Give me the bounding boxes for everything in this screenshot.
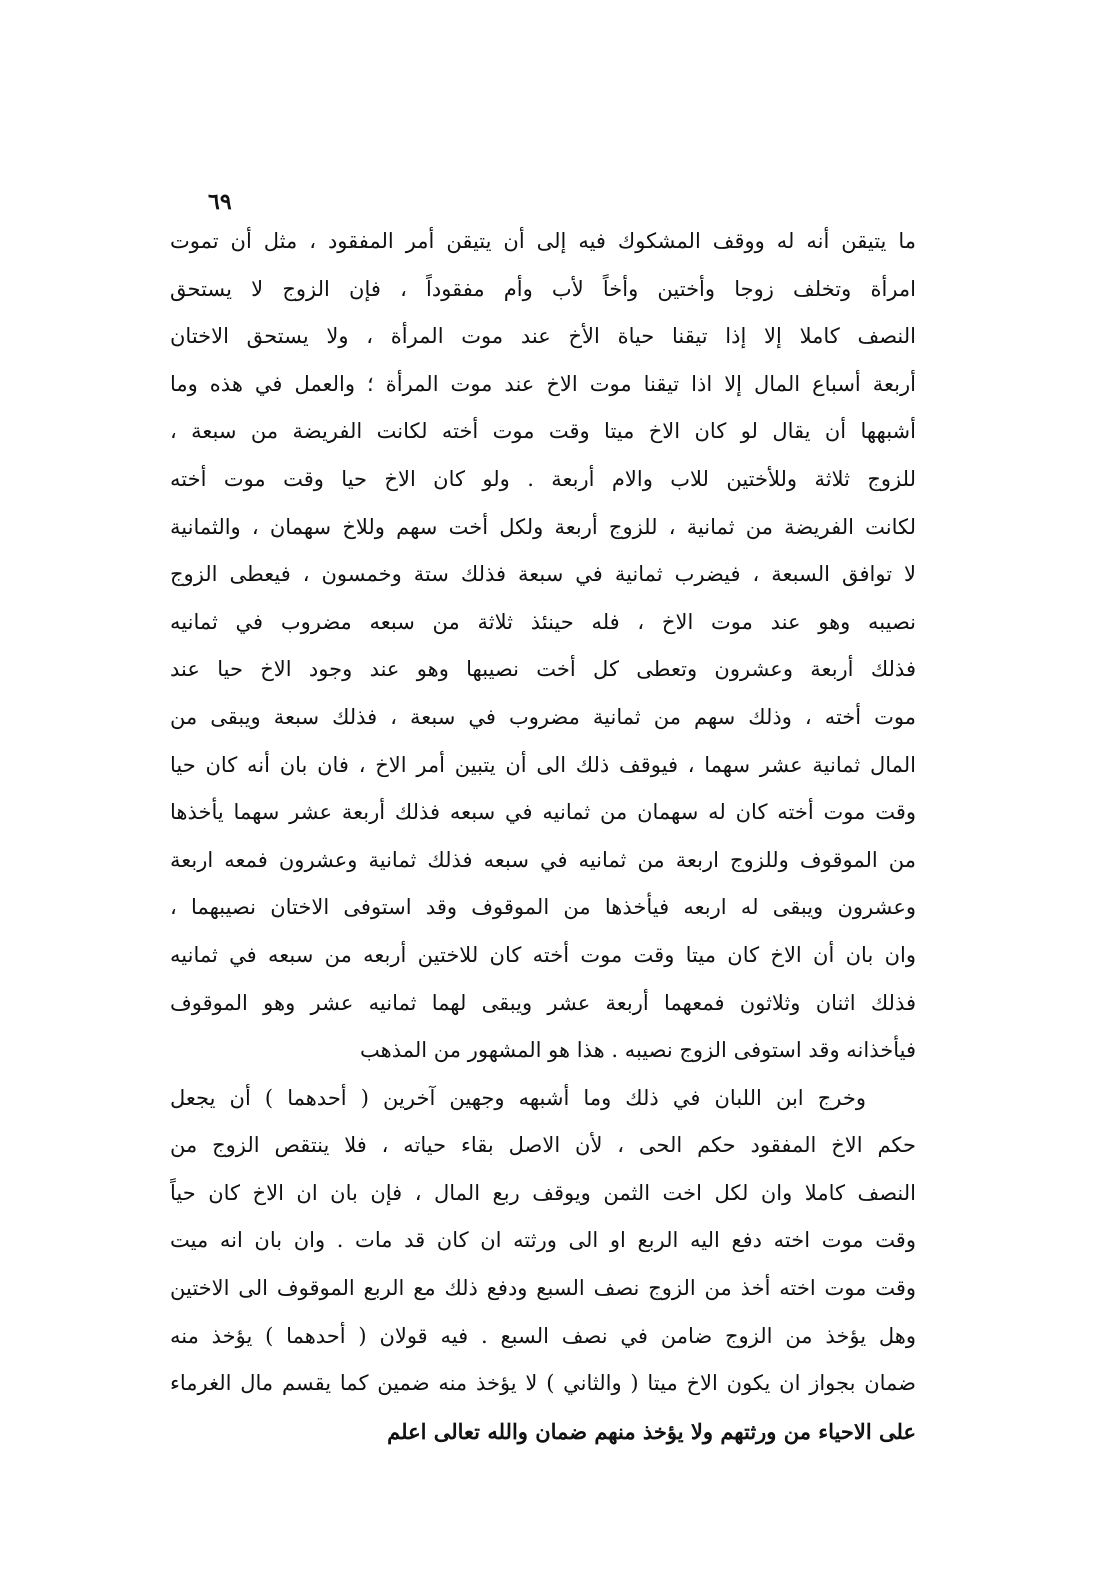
text-line: لكانت الفريضة من ثمانية ، للزوج أربعة ولكل أخت سهم وللاخ سهمان ، والثمانية [170,514,916,539]
text-line: وعشرون ويبقى له اربعه فيأخذها من الموقوف وقد استوفى الاختان نصيبهما ، [170,895,916,920]
text-line: فيأخذانه وقد استوفى الزوج نصيبه . هذا هو المشهور من المذهب [360,1038,916,1063]
text-line: وقت موت أخته كان له سهمان من ثمانيه في سبعه فذلك أربعة عشر سهما يأخذها [170,800,916,825]
text-line: للزوج ثلاثة وللأختين للاب والام أربعة . ولو كان الاخ حيا وقت موت أخته [170,466,916,491]
text-line: ما يتيقن أنه له ووقف المشكوك فيه إلى أن يتيقن أمر المفقود ، مثل أن تموت [170,229,916,253]
text-line: نصيبه وهو عند موت الاخ ، فله حينئذ ثلاثة من سبعه مضروب في ثمانيه [170,609,916,634]
text-line: وقت موت اخته دفع اليه الربع او الى ورثته ان كان قد مات . وان بان انه ميت [170,1228,916,1253]
text-line: النصف كاملا وان لكل اخت الثمن ويوقف ربع المال ، فإن بان ان الاخ كان حياً [170,1180,916,1205]
text-line: أشبهها أن يقال لو كان الاخ ميتا وقت موت أخته لكانت الفريضة من سبعة ، [170,419,916,444]
page-number: ٦٩ [208,189,232,215]
text-line: وهل يؤخذ من الزوج ضامن في نصف السبع . فيه قولان ( أحدهما ) يؤخذ منه [170,1323,916,1348]
text-line: فذلك اثنان وثلاثون فمعهما أربعة عشر ويبقى لهما ثمانيه عشر وهو الموقوف [170,990,916,1015]
text-line: النصف كاملا إلا إذا تيقنا حياة الأخ عند موت المرأة ، ولا يستحق الاختان [170,324,916,349]
text-line: حكم الاخ المفقود حكم الحى ، لأن الاصل بقاء حياته ، فلا ينتقص الزوج من [170,1133,916,1158]
text-line: المال ثمانية عشر سهما ، فيوقف ذلك الى أن يتبين أمر الاخ ، فان بان أنه كان حيا [170,752,916,777]
text-line: من الموقوف وللزوج اربعة من ثمانيه في سبعه فذلك ثمانية وعشرون فمعه اربعة [170,847,916,872]
text-line: وقت موت اخته أخذ من الزوج نصف السبع ودفع ذلك مع الربع الموقوف الى الاختين [170,1276,916,1301]
text-line: موت أخته ، وذلك سهم من ثمانية مضروب في سبعة ، فذلك سبعة ويبقى من [170,704,916,729]
text-line: لا توافق السبعة ، فيضرب ثمانية في سبعة فذلك ستة وخمسون ، فيعطى الزوج [170,562,916,587]
page-body [170,218,916,1455]
text-line: فذلك أربعة وعشرون وتعطى كل أخت نصيبها وهو عند وجود الاخ حيا عند [170,657,916,682]
text-line: وخرج ابن اللبان في ذلك وما أشبهه وجهين آخرين ( أحدهما ) أن يجعل [170,1085,866,1110]
text-line: ضمان بجواز ان يكون الاخ ميتا ( والثاني ) لا يؤخذ منه ضمين كما يقسم مال الغرماء [170,1371,916,1396]
text-line: على الاحياء من ورثتهم ولا يؤخذ منهم ضمان والله تعالى اعلم [387,1418,916,1444]
text-line: أربعة أسباع المال إلا اذا تيقنا موت الاخ عند موت المرأة ؛ والعمل في هذه وما [170,371,916,396]
text-line: امرأة وتخلف زوجا وأختين وأخاً لأب وأم مفقوداً ، فإن الزوج لا يستحق [170,276,916,301]
text-line: وان بان أن الاخ كان ميتا وقت موت أخته كان للاختين أربعه من سبعه في ثمانيه [170,942,916,967]
